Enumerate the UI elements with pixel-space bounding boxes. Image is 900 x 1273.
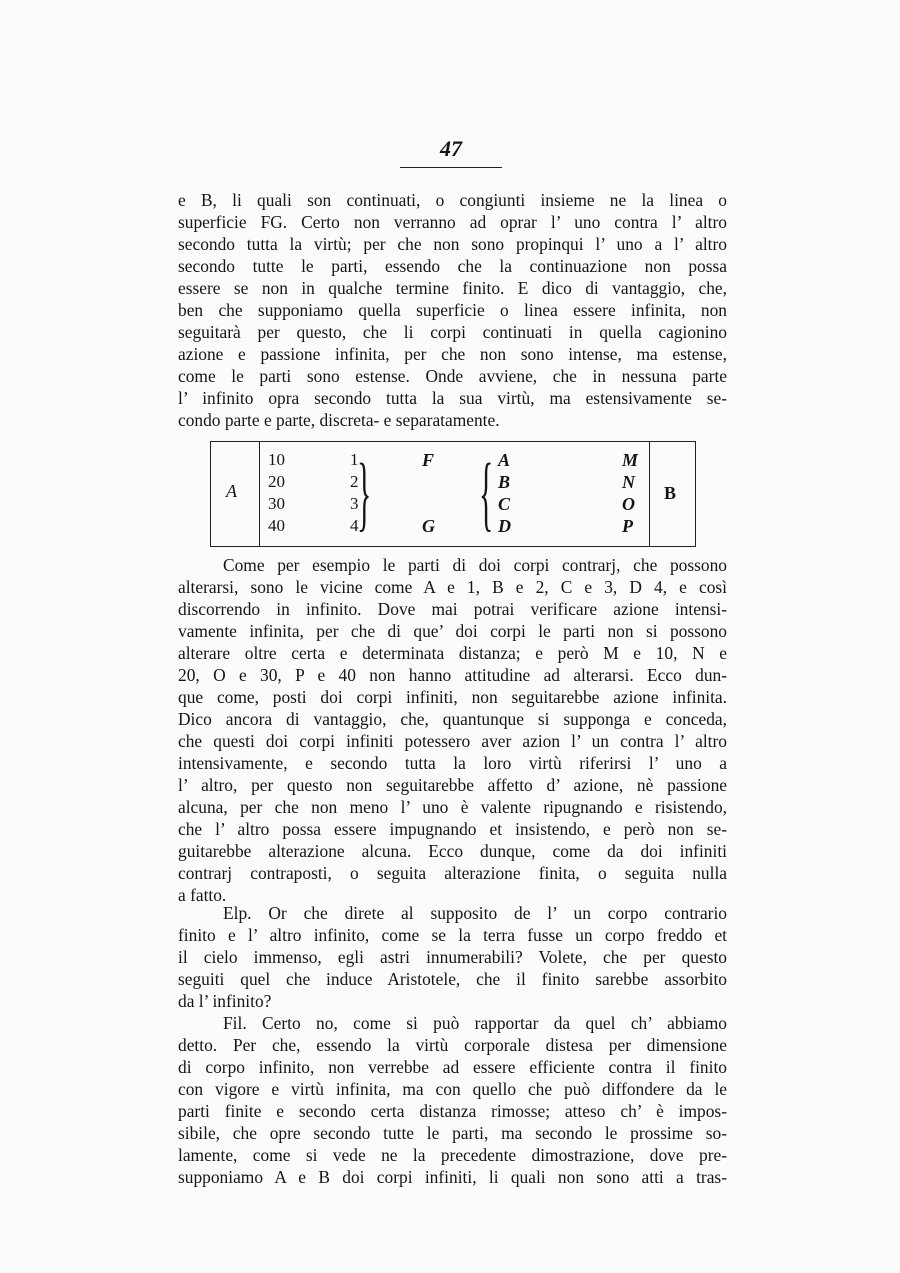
text-line: secondo tutte le parti, essendo che la continuazione non possa: [178, 256, 727, 276]
figure-col1-cell: 10: [268, 450, 285, 469]
figure-top-rule: [210, 441, 696, 442]
paragraph-2: [178, 554, 727, 906]
header-rule: [400, 167, 502, 168]
text-line: che l’ altro possa essere impugnando et insistendo, e però non se-: [178, 819, 727, 839]
text-line: sibile, che opre secondo tutte le parti, ma secondo le prossime so-: [178, 1123, 727, 1143]
text-line: e B, li quali son continuati, o congiunti insieme ne la linea o: [178, 190, 727, 210]
text-line: Dico ancora di vantaggio, che, quantunque si supponga e conceda,: [178, 709, 727, 729]
right-brace-icon: }: [357, 447, 372, 540]
text-line: da l’ infinito?: [178, 991, 272, 1011]
figure-col4-cell: P: [622, 516, 633, 536]
text-line: Fil. Certo no, come si può rapportar da quel ch’ abbiamo: [223, 1013, 727, 1033]
paragraph-1: [178, 189, 727, 431]
page-number: 47: [440, 136, 462, 161]
text-line: che questi doi corpi infiniti potessero aver azion l’ un contra l’ altro: [178, 731, 727, 751]
text-line: vamente infinita, per che di que’ doi corpi le parti non si possono: [178, 621, 727, 641]
figure-col3-cell: B: [498, 472, 511, 492]
figure-label-b: B: [664, 483, 677, 503]
figure-col1-cell: 30: [268, 494, 285, 513]
figure-col2-cell: 3: [350, 494, 359, 513]
text-line: a fatto.: [178, 885, 227, 905]
text-line: lamente, come si vede ne la precedente dimostrazione, dove pre-: [178, 1145, 727, 1165]
text-line: seguiti quel che induce Aristotele, che il finito sarebbe assorbito: [178, 969, 727, 989]
text-line: essere se non in qualche termine finito. E dico di vantaggio, che,: [178, 278, 727, 298]
text-line: condo parte e parte, discreta- e separatamente.: [178, 410, 500, 430]
text-line: azione e passione infinita, per che non sono intense, ma estense,: [178, 344, 727, 364]
text-line: contrarj contraposti, o seguita alterazione finita, o seguita nulla: [178, 863, 727, 883]
text-line: come le parti sono estense. Onde avviene, che in nessuna parte: [178, 366, 727, 386]
figure-col2-cell: 4: [350, 516, 359, 535]
figure-col3-cell: C: [498, 494, 511, 514]
text-line: Elp. Or che direte al supposito de l’ un corpo contrario: [223, 903, 727, 923]
text-line: secondo tutta la virtù; per che non sono propinqui l’ uno a l’ altro: [178, 234, 727, 254]
text-line: supponiamo A e B doi corpi infiniti, li quali non sono atti a tras-: [178, 1167, 727, 1187]
figure-col4-cell: M: [622, 450, 639, 470]
paragraph-4: [178, 1012, 727, 1188]
figure-bottom-rule: [210, 546, 696, 547]
figure-col4-cell: N: [622, 472, 635, 492]
text-line: intensivamente, e secondo tutta la loro virtù riferirsi l’ uno a: [178, 753, 727, 773]
text-line: ben che supponiamo quella superficie o linea essere infinita, non: [178, 300, 727, 320]
figure-mid-bottom: G: [422, 516, 435, 536]
text-line: con vigore e virtù infinita, ma con quello che può diffondere da le: [178, 1079, 727, 1099]
text-line: alcuna, per che non meno l’ uno è valente ripugnando e risistendo,: [178, 797, 727, 817]
figure-vline: [695, 441, 696, 546]
text-line: finito e l’ altro infinito, come se la terra fusse un corpo freddo et: [178, 925, 727, 945]
text-line: Come per esempio le parti di doi corpi contrarj, che possono: [223, 555, 727, 575]
text-line: alterare oltre certa e determinata distanza; e però M e 10, N e: [178, 643, 727, 663]
figure-label-a: A: [226, 481, 237, 501]
text-line: detto. Per che, essendo la virtù corporale distesa per dimensione: [178, 1035, 727, 1055]
figure-vline: [210, 441, 211, 546]
figure-col4-cell: O: [622, 494, 635, 514]
text-line: il cielo immenso, egli astri innumerabili? Volete, che per questo: [178, 947, 727, 967]
text-line: alterarsi, sono le vicine come A e 1, B e 2, C e 3, D 4, e così: [178, 577, 727, 597]
text-line: parti finite e secondo certa distanza rimosse; atteso ch’ è impos-: [178, 1101, 727, 1121]
text-line: seguitarà per questo, che li corpi continuati in quella cagionino: [178, 322, 727, 342]
figure-col1-cell: 40: [268, 516, 285, 535]
figure-col2-cell: 1: [350, 450, 359, 469]
text-line: l’ infinito opra secondo tutta la sua virtù, ma estensivamente se-: [178, 388, 727, 408]
figure-mid-top: F: [422, 450, 435, 470]
figure-vline: [259, 441, 260, 546]
paragraph-3: [178, 902, 727, 1012]
text-line: discorrendo in infinito. Dove mai potrai verificare azione intensi-: [178, 599, 727, 619]
text-line: que come, posti doi corpi infiniti, non seguitarebbe azione infinita.: [178, 687, 727, 707]
text-line: l’ altro, per questo non seguitarebbe affetto d’ azione, nè passione: [178, 775, 727, 795]
figure-vline: [649, 441, 650, 546]
figure-col3-cell: A: [498, 450, 511, 470]
figure-col3-cell: D: [498, 516, 511, 536]
text-line: di corpo infinito, non verrebbe ad essere efficiente contra il finito: [178, 1057, 727, 1077]
text-line: guitarebbe alterazione alcuna. Ecco dunque, come da doi infiniti: [178, 841, 727, 861]
text-line: 20, O e 30, P e 40 non hanno attitudine ad alterarsi. Ecco dun-: [178, 665, 727, 685]
figure-col1-cell: 20: [268, 472, 285, 491]
text-line: superficie FG. Certo non verranno ad oprar l’ uno contra l’ altro: [178, 212, 727, 232]
figure-col2-cell: 2: [350, 472, 359, 491]
left-brace-icon: {: [479, 447, 494, 540]
